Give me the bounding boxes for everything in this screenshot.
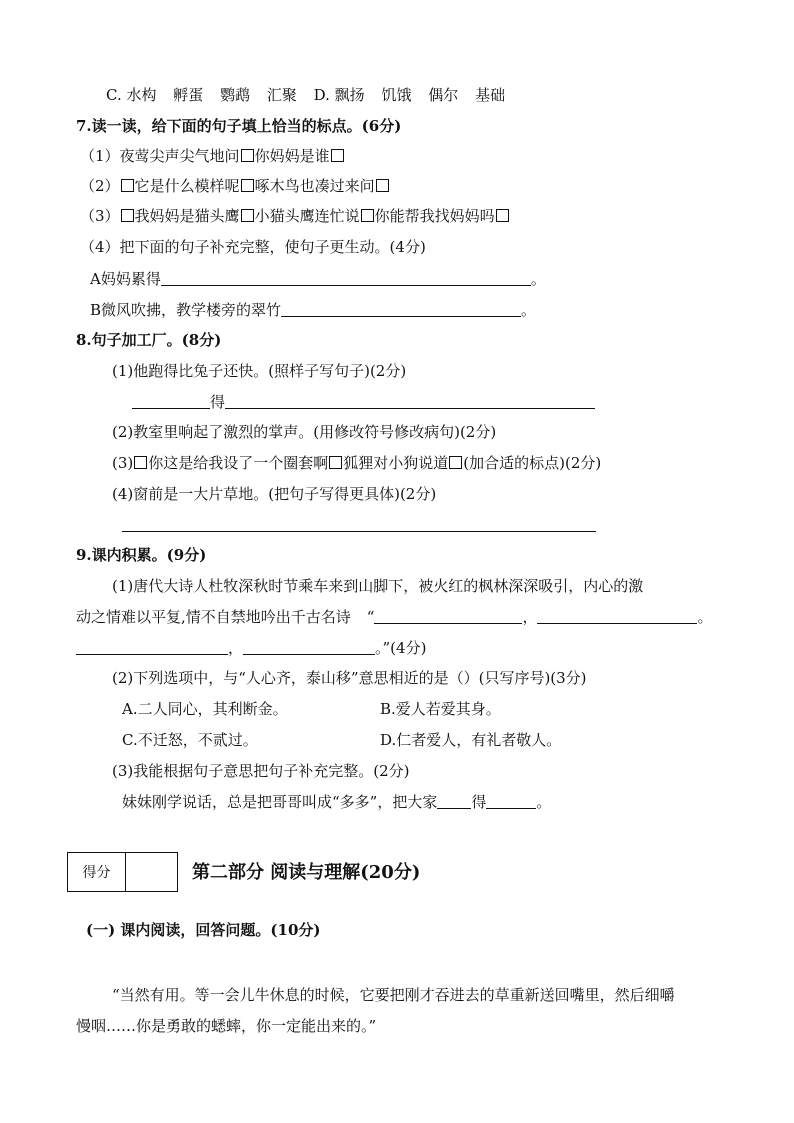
q7-fill-a (90, 268, 546, 290)
reading-paragraph-line1: “当然有用。等一会儿牛休息的时候，它要把刚才吞进去的草重新送回嘴里，然后细嚼 (112, 986, 675, 1004)
q8-s3-num: (3) (112, 454, 134, 472)
answer-blank[interactable] (122, 516, 596, 532)
period: 。 (697, 608, 713, 626)
comma: ， (228, 639, 244, 657)
q9-p3-answer (122, 791, 551, 813)
answer-blank[interactable] (437, 793, 471, 809)
q6-word: 偶尔 (428, 86, 459, 104)
q7-s2-a: 它是什么模样呢 (134, 177, 240, 195)
punctuation-box[interactable] (329, 456, 342, 469)
score-table (67, 852, 178, 892)
q6-word: 饥饿 (381, 86, 412, 104)
q9-p1-line1: (1)唐代大诗人杜牧深秋时节乘车来到山脚下，被火红的枫林深深吸引，内心的激 (112, 577, 644, 595)
period: 。 (530, 270, 546, 288)
q8-s3-b: 狐狸对小狗说道 (343, 454, 449, 472)
q8-sentence-2: (2)教室里响起了激烈的掌声。(用修改符号修改病句)(2分) (112, 423, 497, 441)
poem-blank[interactable] (76, 639, 228, 655)
q9-p1-line3 (76, 637, 426, 659)
answer-blank[interactable] (161, 270, 531, 286)
q9-title: 9.课内积累。(9分) (76, 546, 207, 564)
quote-open: “ (366, 608, 375, 626)
q7-s3-c: 你能帮我找妈妈吗 (374, 207, 495, 225)
punctuation-box[interactable] (376, 179, 389, 192)
q9-p1-line2 (76, 606, 712, 628)
answer-blank[interactable] (132, 393, 210, 409)
q7-sentence-4: （4）把下面的句子补充完整，使句子更生动。(4分) (80, 238, 426, 256)
punctuation-box[interactable] (241, 209, 254, 222)
period: 。 (536, 793, 552, 811)
poem-blank[interactable] (537, 608, 697, 624)
q8-sentence-4: (4)窗前是一大片草地。(把句子写得更具体)(2分) (112, 485, 437, 503)
answer-blank[interactable] (281, 301, 521, 317)
q6-option-d: D. 飘扬 (313, 86, 365, 104)
q6-word: 基础 (475, 86, 506, 104)
q8-s3-c: (加合适的标点)(2分) (463, 454, 602, 472)
q6-word: 鹦鹉 (220, 86, 251, 104)
q7-fill-b (90, 299, 536, 321)
q7-sentence-2 (80, 175, 390, 197)
q8-sentence-3 (112, 452, 601, 474)
q7-s3-a: 我妈妈是猫头鹰 (134, 207, 240, 225)
q9-option-c: C.不迁怒，不贰过。 (122, 731, 258, 749)
q7-s2-num: （2） (80, 177, 120, 195)
q7-s2-b: 啄木鸟也凑过来问 (254, 177, 375, 195)
q8-sentence-1: (1)他跑得比兔子还快。(照样子写句子)(2分) (112, 362, 407, 380)
q6-word: 孵蛋 (173, 86, 204, 104)
q8-s3-a: 你这是给我设了一个圈套啊 (148, 454, 329, 472)
punctuation-box[interactable] (241, 179, 254, 192)
q6-word: 汇聚 (266, 86, 297, 104)
q8-s4-answer (122, 514, 596, 536)
q7-s3-b: 小猫头鹰连忙说 (254, 207, 360, 225)
q9-option-d: D.仁者爱人，有礼者敬人。 (380, 731, 562, 749)
q9-p1-end: 。”(4分) (375, 639, 427, 657)
reading-subtitle: (一) 课内阅读，回答问题。(10分) (86, 921, 321, 939)
q9-option-a: A.二人同心，其利断金。 (122, 700, 288, 718)
q7-s1-b: 你妈妈是谁 (254, 147, 330, 165)
q8-s1-mid: 得 (210, 393, 226, 411)
punctuation-box[interactable] (241, 149, 254, 162)
punctuation-box[interactable] (121, 179, 134, 192)
score-label: 得分 (68, 853, 126, 891)
punctuation-box[interactable] (331, 149, 344, 162)
poem-blank[interactable] (374, 608, 522, 624)
punctuation-box[interactable] (134, 456, 147, 469)
part2-title: 第二部分 阅读与理解(20分) (192, 862, 421, 883)
q7-s1-num: （1） (80, 147, 120, 165)
answer-blank[interactable] (486, 793, 536, 809)
q7-title: 7.读一读，给下面的句子填上恰当的标点。(6分) (76, 117, 402, 135)
q9-p2: (2)下列选项中，与“人心齐，泰山移”意思相近的是（）(只写序号)(3分) (112, 669, 587, 687)
punctuation-box[interactable] (449, 456, 462, 469)
reading-paragraph-line2: 慢咽……你是勇敢的蟋蟀，你一定能出来的。” (76, 1017, 377, 1035)
punctuation-box[interactable] (361, 209, 374, 222)
period: 。 (521, 301, 537, 319)
score-cell[interactable] (126, 853, 177, 891)
answer-blank[interactable] (225, 393, 595, 409)
q7-s1-a: 夜莺尖声尖气地问 (119, 147, 240, 165)
q9-p1-line2-text: 动之情难以平复,情不自禁地吟出千古名诗 (76, 608, 351, 626)
q8-s1-answer (132, 391, 595, 413)
q7-sentence-3 (80, 205, 510, 227)
q9-p3: (3)我能根据句子意思把句子补充完整。(2分) (112, 762, 410, 780)
q8-title: 8.句子加工厂。(8分) (76, 331, 222, 349)
q7-sentence-1 (80, 145, 345, 167)
q9-p3-a: 妹妹刚学说话，总是把哥哥叫成“多多”，把大家 (122, 793, 438, 811)
q7-fill-a-text: A妈妈累得 (90, 270, 161, 288)
q9-p3-b: 得 (471, 793, 487, 811)
punctuation-box[interactable] (496, 209, 509, 222)
q7-fill-b-text: B微风吹拂，教学楼旁的翠竹 (90, 301, 282, 319)
poem-blank[interactable] (243, 639, 375, 655)
comma: ， (522, 608, 538, 626)
q7-s3-num: （3） (80, 207, 120, 225)
q9-option-b: B.爱人若爱其身。 (380, 700, 501, 718)
punctuation-box[interactable] (121, 209, 134, 222)
q6-option-c: C. 水构 (106, 86, 157, 104)
q6-options-line (106, 84, 505, 106)
